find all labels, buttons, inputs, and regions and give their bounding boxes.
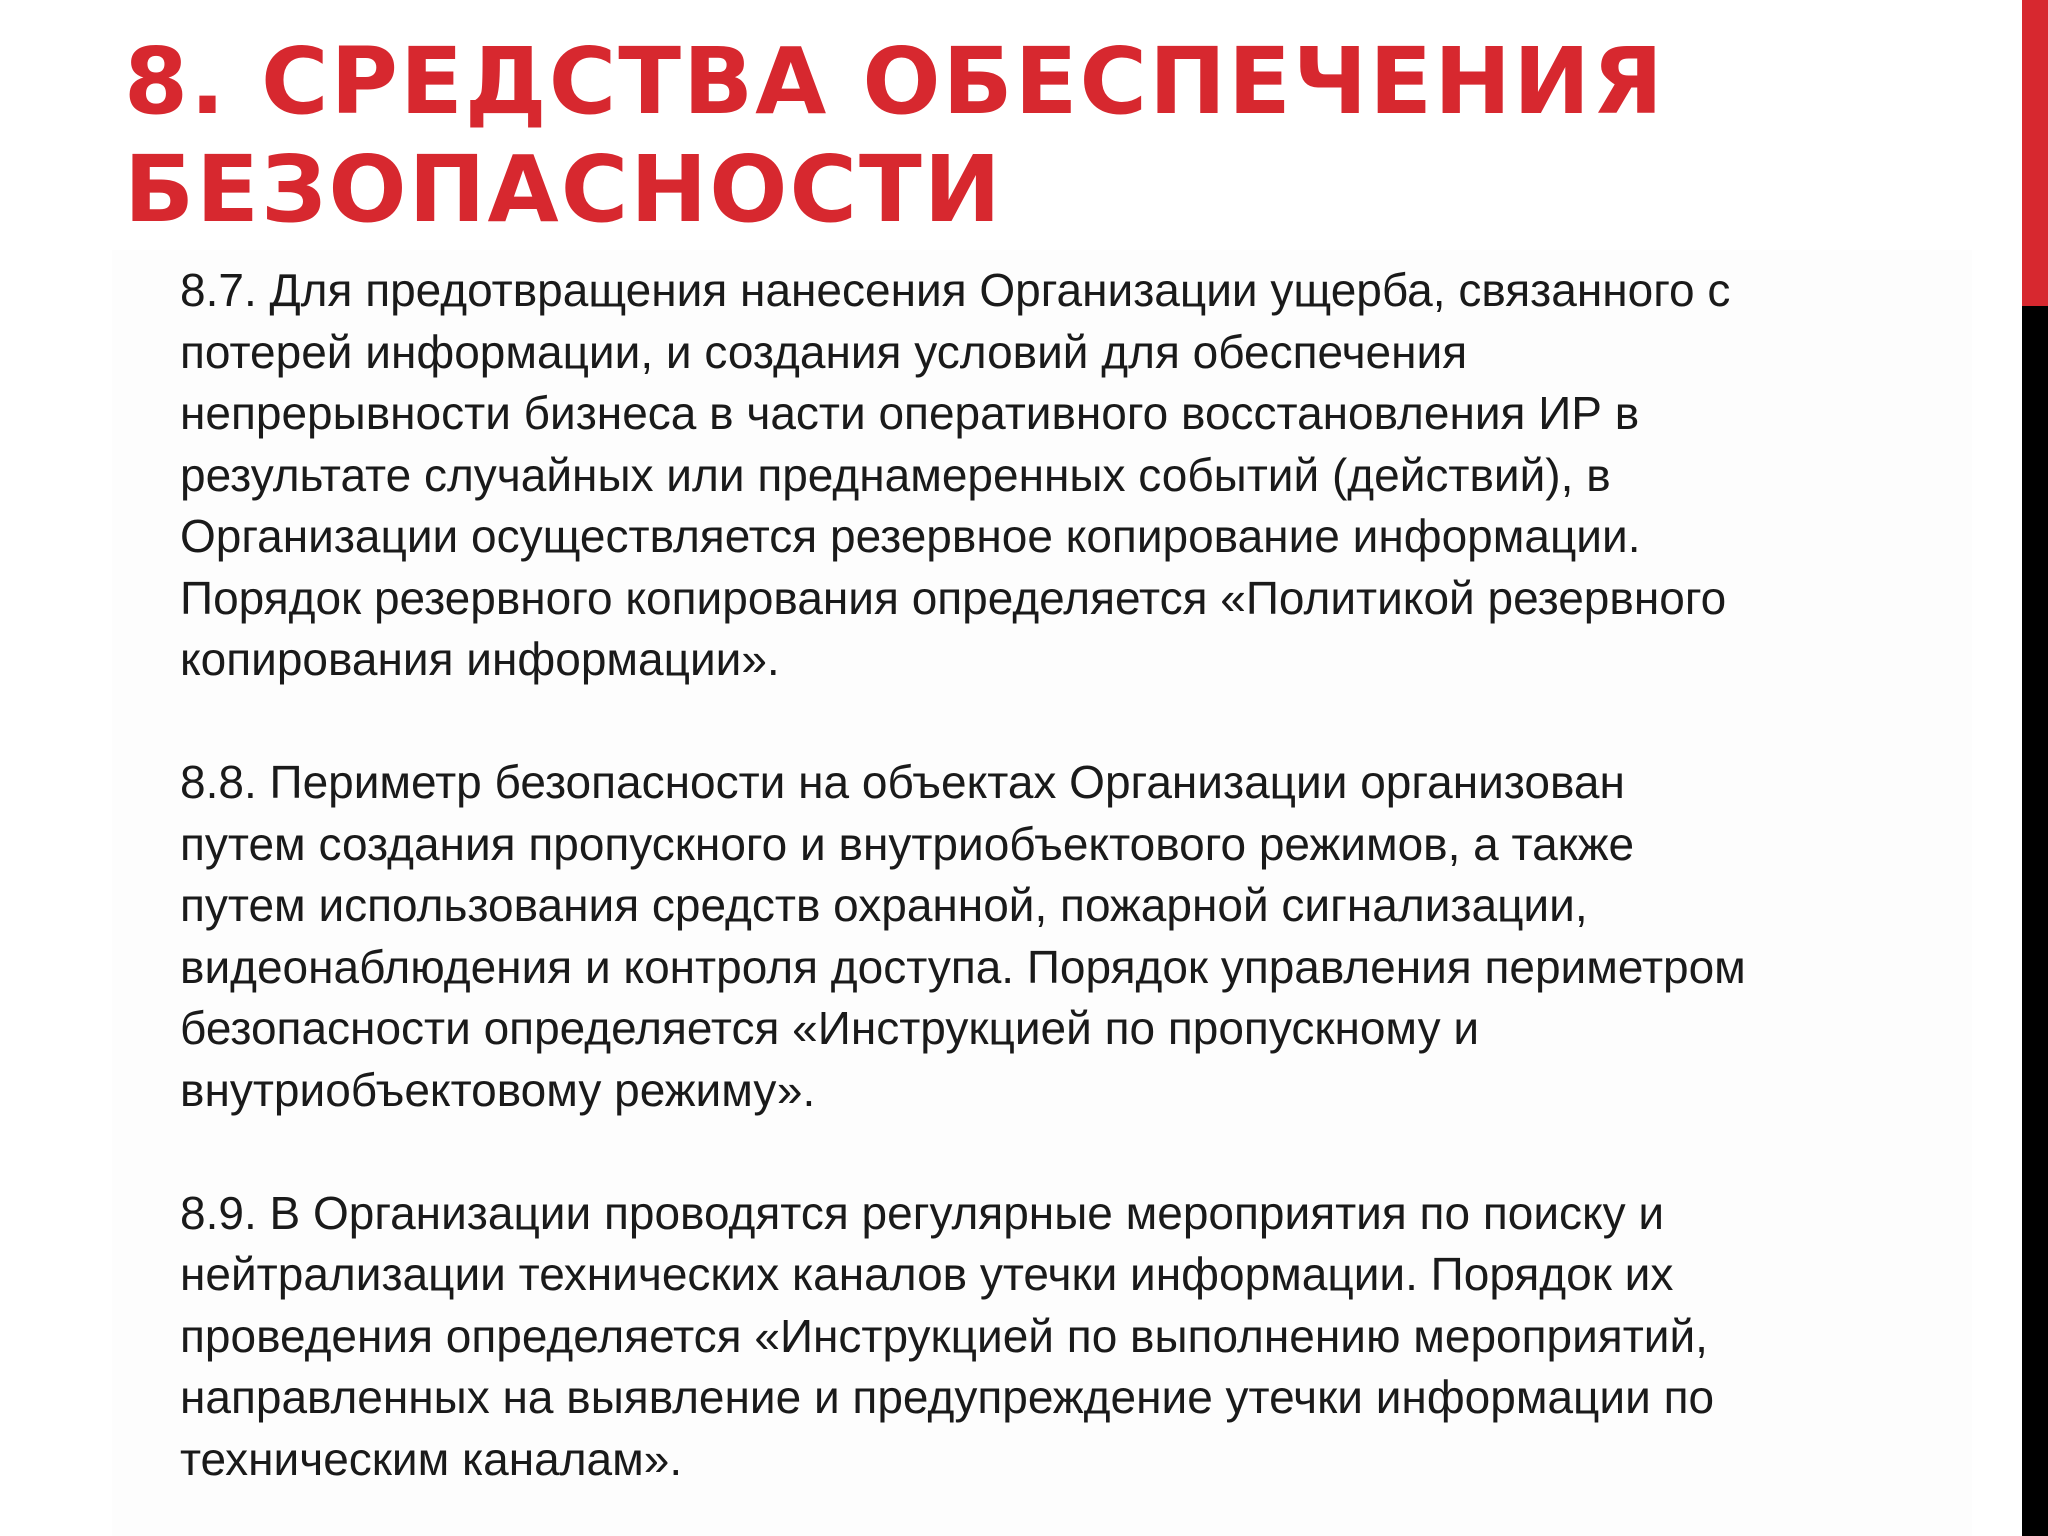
text-line: путем использования средств охранной, пожарной сигнализации, xyxy=(180,879,1588,931)
paragraph-8-9 xyxy=(180,1183,1940,1491)
slide-title-line: БЕЗОПАСНОСТИ xyxy=(124,136,1003,243)
slide-body xyxy=(180,260,1940,1490)
text-line: 8.9. В Организации проводятся регулярные мероприятия по поиску и xyxy=(180,1186,1665,1239)
text-line: нейтрализации технических каналов утечки информации. Порядок их xyxy=(180,1248,1674,1300)
accent-bar-black xyxy=(2022,306,2048,1536)
text-line: потерей информации, и создания условий для обеспечения xyxy=(180,325,1468,378)
text-line: Организации осуществляется резервное копирование информации. xyxy=(180,510,1641,562)
text-line: Порядок резервного копирования определяется «Политикой резервного xyxy=(180,571,1727,624)
text-line: техническим каналам». xyxy=(180,1432,683,1485)
text-line: видеонаблюдения и контроля доступа. Порядок управления периметром xyxy=(180,940,1746,993)
slide-title xyxy=(124,28,1944,244)
text-line: 8.8. Периметр безопасности на объектах Организации организован xyxy=(180,756,1625,808)
text-line: путем создания пропускного и внутриобъектового режимов, а также xyxy=(180,817,1635,870)
paragraph-spacer xyxy=(180,1121,1940,1183)
text-line: непрерывности бизнеса в части оперативного восстановления ИР в xyxy=(180,387,1640,439)
text-line: внутриобъектовому режиму». xyxy=(180,1063,816,1116)
text-line: результате случайных или преднамеренных событий (действий), в xyxy=(180,448,1611,501)
paragraph-8-8 xyxy=(180,752,1940,1121)
paragraph-spacer xyxy=(180,691,1940,753)
text-line: направленных на выявление и предупреждение утечки информации по xyxy=(180,1371,1715,1423)
text-line: копирования информации». xyxy=(180,633,780,685)
paragraph-8-7 xyxy=(180,260,1940,691)
text-line: проведения определяется «Инструкцией по выполнению мероприятий, xyxy=(180,1309,1708,1362)
slide-title-line: 8. СРЕДСТВА ОБЕСПЕЧЕНИЯ xyxy=(124,28,1665,135)
accent-bar-red xyxy=(2022,0,2048,306)
text-line: безопасности определяется «Инструкцией по пропускному и xyxy=(180,1002,1480,1054)
text-line: 8.7. Для предотвращения нанесения Организации ущерба, связанного с xyxy=(180,264,1731,316)
